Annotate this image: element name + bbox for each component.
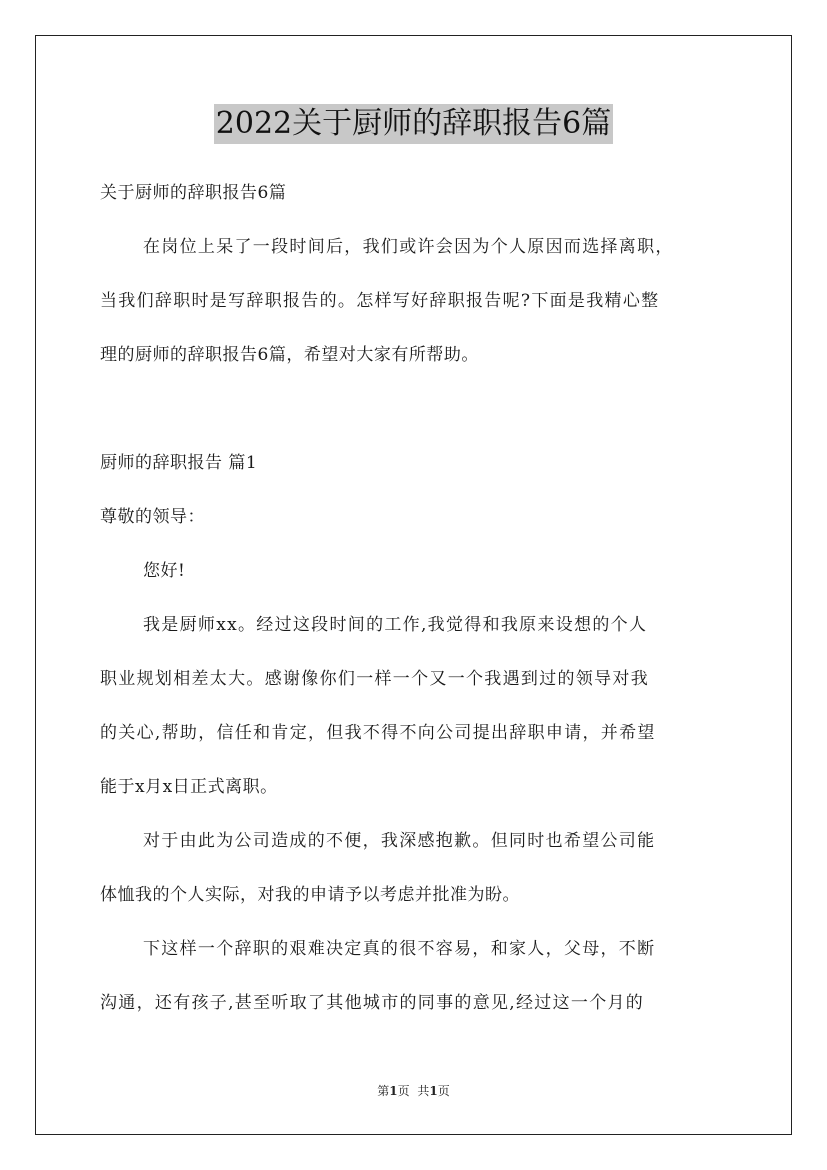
body-line-4: 能于x月x日正式离职。 [100,777,278,797]
total-suffix: 页 [437,1084,450,1098]
page-suffix: 页 [397,1084,410,1098]
total-prefix: 共 [417,1084,430,1098]
document-title-wrapper [0,104,827,144]
body-line-6: 体恤我的个人实际，对我的申请予以考虑并批准为盼。 [100,885,520,905]
page-prefix: 第 [377,1084,390,1098]
body-line-8: 沟通，还有孩子,甚至听取了其他城市的同事的意见,经过这一个月的 [100,993,645,1013]
greeting: 您好! [143,561,186,581]
section-heading: 厨师的辞职报告 篇1 [100,453,258,473]
document-subtitle: 关于厨师的辞职报告6篇 [100,183,287,203]
body-line-3: 的关心,帮助，信任和肯定，但我不得不向公司提出辞职申请，并希望 [100,723,656,743]
intro-line-3: 理的厨师的辞职报告6篇，希望对大家有所帮助。 [100,345,479,365]
page-number: 1 [389,1084,398,1098]
body-line-2: 职业规划相差太大。感谢像你们一样一个又一个我遇到过的领导对我 [100,669,649,689]
salutation: 尊敬的领导： [100,507,205,527]
page-footer [0,1083,827,1099]
intro-line-1: 在岗位上呆了一段时间后，我们或许会因为个人原因而选择离职， [143,237,674,257]
total-pages: 1 [429,1084,438,1098]
document-title: 2022关于厨师的辞职报告6篇 [214,104,613,144]
body-line-7: 下这样一个辞职的艰难决定真的很不容易，和家人，父母，不断 [143,939,656,959]
intro-line-2: 当我们辞职时是写辞职报告的。怎样写好辞职报告呢?下面是我精心整 [100,291,660,311]
body-line-5: 对于由此为公司造成的不便，我深感抱歉。但同时也希望公司能 [143,831,656,851]
body-line-1: 我是厨师xx。经过这段时间的工作,我觉得和我原来设想的个人 [143,615,648,635]
